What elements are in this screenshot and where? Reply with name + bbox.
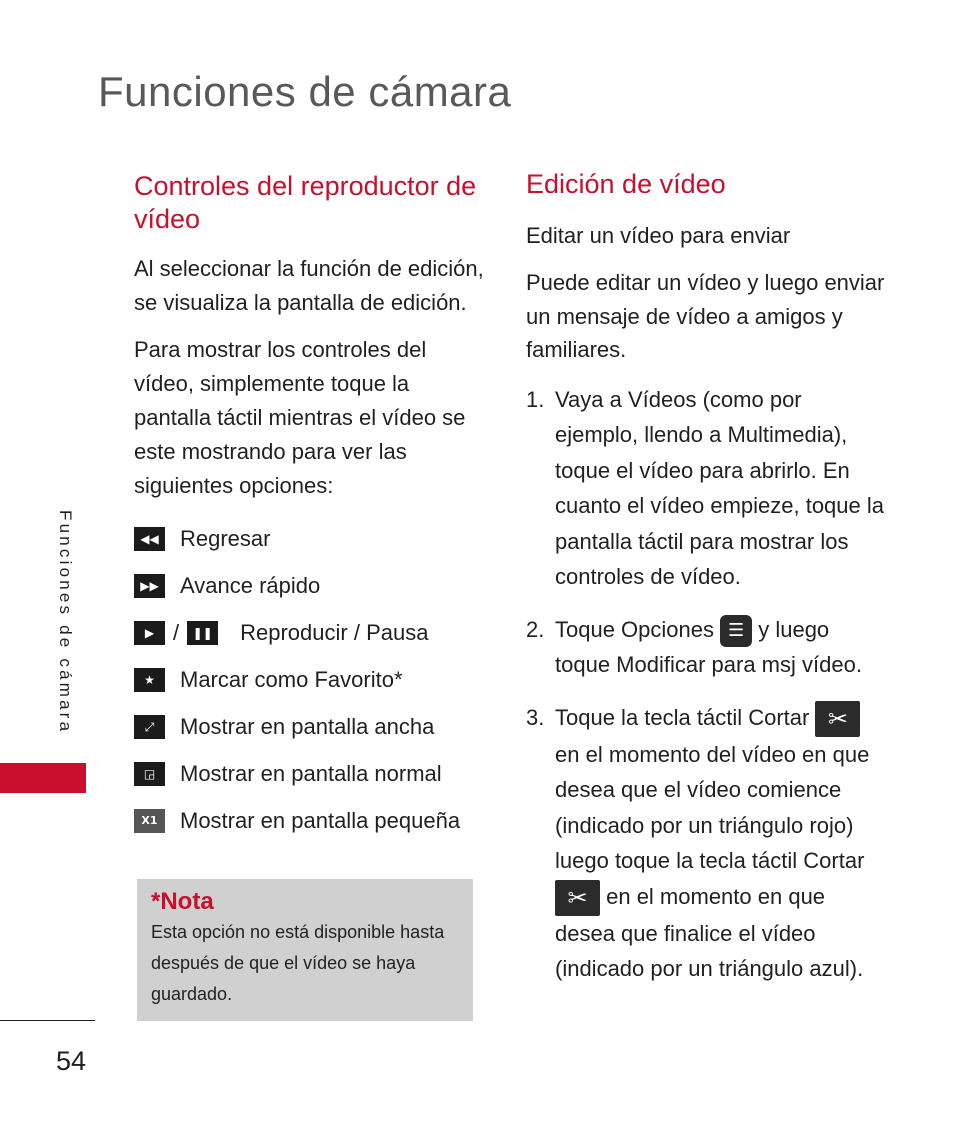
paragraph-show-controls: Para mostrar los controles del vídeo, simplemente toque la pantalla táctil mientras el vídeo se este mostrando para ver las siguientes opciones: bbox=[134, 337, 466, 498]
fast-forward-icon: ▶▶ bbox=[134, 574, 165, 598]
option-favorite bbox=[134, 656, 484, 703]
star-icon: ★ bbox=[134, 668, 165, 692]
separator-slash: / bbox=[173, 619, 180, 645]
step-1 bbox=[526, 382, 886, 595]
subheading-edit-to-send: Editar un vídeo para enviar bbox=[526, 223, 791, 248]
rewind-icon: ◀◀ bbox=[134, 527, 165, 551]
scissors-icon: ✂ bbox=[555, 880, 600, 916]
step-text bbox=[555, 700, 886, 987]
step-text-part: . bbox=[855, 652, 862, 677]
option-small-screen bbox=[134, 797, 484, 844]
side-tab-label: Funciones de cámara bbox=[56, 510, 75, 735]
step-text bbox=[555, 612, 886, 683]
section-heading-video-editing: Edición de vídeo bbox=[526, 169, 726, 199]
x1-icon: X1 bbox=[134, 809, 165, 833]
option-label: Mostrar en pantalla normal bbox=[180, 760, 442, 786]
option-label: Reproducir / Pausa bbox=[240, 619, 429, 645]
step-text-part: Toque Opciones bbox=[555, 616, 721, 642]
step-number: 2. bbox=[526, 616, 545, 642]
pause-icon: ❚❚ bbox=[187, 621, 218, 645]
edit-steps-list bbox=[526, 382, 886, 987]
menu-path-videos: Vídeos bbox=[627, 386, 697, 412]
option-label: Marcar como Favorito* bbox=[180, 666, 403, 692]
note-box bbox=[137, 879, 473, 1021]
right-column bbox=[526, 168, 886, 987]
step-text-part: en el momento del vídeo en que desea que el vídeo comience (indicado por un triángulo rojo) luego toque la tecla táctil Cortar bbox=[555, 741, 870, 874]
page-number: 54 bbox=[56, 1046, 87, 1076]
options-menu-icon: ☰ bbox=[720, 615, 752, 647]
step-text bbox=[555, 382, 886, 595]
scissors-icon: ✂ bbox=[815, 701, 860, 737]
section-heading-video-controls: Controles del reproductor de vídeo bbox=[134, 171, 477, 234]
option-rewind bbox=[134, 515, 484, 562]
control-options-list bbox=[134, 515, 484, 844]
step-number: 3. bbox=[526, 704, 545, 730]
expand-icon: ⤢ bbox=[134, 715, 165, 739]
page-title: Funciones de cámara bbox=[98, 68, 512, 115]
menu-item-edit-for-video-msg: Modificar para msj vídeo bbox=[616, 652, 856, 677]
option-label: Mostrar en pantalla ancha bbox=[180, 713, 435, 739]
paragraph-edit-intro: Al seleccionar la función de edición, se visualiza la pantalla de edición. bbox=[134, 256, 484, 315]
play-icon: ▶ bbox=[134, 621, 165, 645]
step-text-part: en el momento en que desea que finalice el vídeo (indicado por un triángulo azul). bbox=[555, 883, 864, 982]
step-text-part: Toque la tecla táctil Cortar bbox=[555, 704, 816, 730]
step-3 bbox=[526, 700, 886, 987]
paragraph-edit-intro: Puede editar un vídeo y luego enviar un mensaje de vídeo a amigos y familiares. bbox=[526, 270, 885, 362]
note-text: Esta opción no está disponible hasta después de que el vídeo se haya guardado. bbox=[151, 922, 445, 1004]
option-label: Mostrar en pantalla pequeña bbox=[180, 807, 461, 833]
normal-screen-icon: ◲ bbox=[134, 762, 165, 786]
option-fast-forward bbox=[134, 562, 484, 609]
option-play-pause bbox=[134, 609, 484, 656]
step-text-part: y luego toque bbox=[555, 616, 830, 677]
left-column bbox=[134, 170, 484, 844]
option-normal-screen bbox=[134, 750, 484, 797]
step-number: 1. bbox=[526, 386, 545, 412]
step-text-part: (como por ejemplo, llendo a Multimedia), toque el vídeo para abrirlo. En cuanto el vídeo empieze, toque la pantalla táctil para mostrar los controles de vídeo. bbox=[555, 386, 885, 589]
side-tab-marker bbox=[0, 763, 86, 793]
option-wide-screen bbox=[134, 703, 484, 750]
step-text-part: Vaya a bbox=[555, 386, 628, 412]
option-label: Avance rápido bbox=[180, 572, 321, 598]
option-label: Regresar bbox=[180, 525, 271, 551]
note-title: *Nota bbox=[151, 888, 214, 915]
step-2 bbox=[526, 612, 886, 683]
footer-rule bbox=[0, 1020, 95, 1021]
